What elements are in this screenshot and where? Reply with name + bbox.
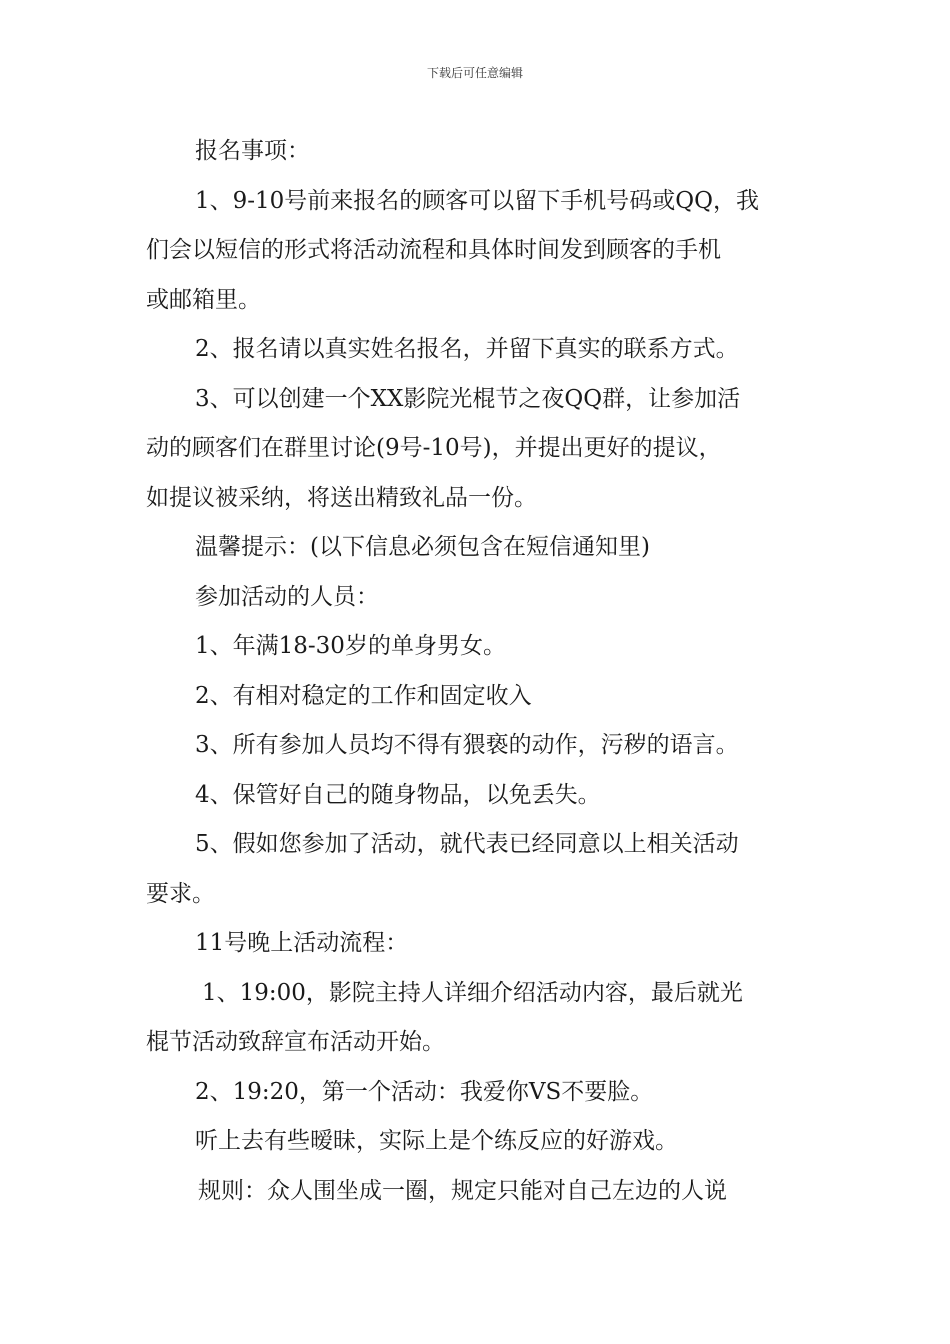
text-line: 1、年满18-30岁的单身男女。 — [195, 633, 506, 659]
text-line: 听上去有些暧昧，实际上是个练反应的好游戏。 — [195, 1128, 678, 1154]
text-line: 3、可以创建一个XX影院光棍节之夜QQ群，让参加活 — [195, 385, 741, 412]
text-line: 3、所有参加人员均不得有猥亵的动作，污秽的语言。 — [195, 732, 739, 758]
text-line: 1、19:00，影院主持人详细介绍活动内容，最后就光 — [202, 979, 743, 1006]
text-line: 或邮箱里。 — [146, 286, 261, 313]
text-line: 1、9-10号前来报名的顾客可以留下手机号码或QQ，我 — [195, 187, 760, 214]
text-line: 们会以短信的形式将活动流程和具体时间发到顾客的手机 — [146, 237, 721, 263]
text-line: 规则：众人围坐成一圈，规定只能对自己左边的人说 — [198, 1177, 727, 1204]
text-line: 2、报名请以真实姓名报名，并留下真实的联系方式。 — [195, 336, 739, 362]
text-line: 2、有相对稳定的工作和固定收入 — [195, 682, 532, 709]
text-line: 11号晚上活动流程： — [195, 930, 409, 956]
text-line: 温馨提示：(以下信息必须包含在短信通知里) — [195, 534, 650, 560]
text-line: 要求。 — [146, 880, 215, 907]
text-line: 5、假如您参加了活动，就代表已经同意以上相关活动 — [195, 831, 739, 857]
text-line: 参加活动的人员： — [195, 583, 379, 610]
text-line: 报名事项： — [195, 138, 310, 164]
text-line: 棍节活动致辞宣布活动开始。 — [146, 1029, 445, 1055]
text-line: 4、保管好自己的随身物品，以免丢失。 — [195, 781, 601, 808]
text-line: 2、19:20，第一个活动：我爱你VS不要脸。 — [195, 1078, 654, 1105]
page-header: 下载后可任意编辑 — [426, 66, 523, 80]
document-body — [146, 127, 806, 1216]
text-line: 如提议被采纳，将送出精致礼品一份。 — [146, 484, 537, 511]
text-line: 动的顾客们在群里讨论(9号-10号)，并提出更好的提议， — [146, 435, 722, 461]
